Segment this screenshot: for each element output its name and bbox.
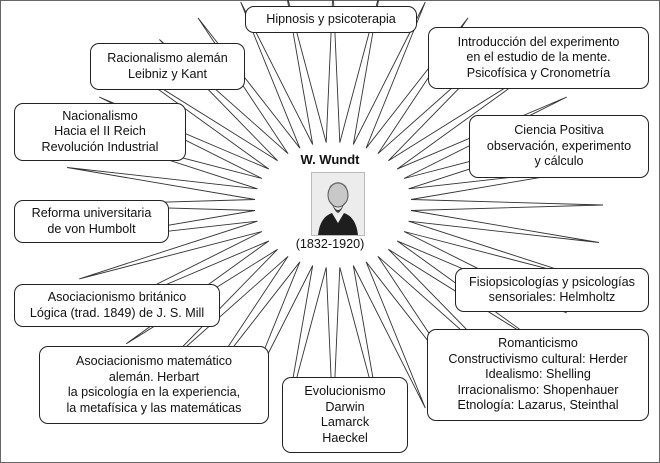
box-line: Idealismo: Shelling	[485, 367, 591, 382]
box-line: la psicología en la experiencia,	[67, 385, 241, 399]
center-title: W. Wundt	[300, 152, 360, 167]
box-asociacionismo-britanico	[14, 284, 220, 327]
box-evolucionismo	[282, 377, 408, 453]
box-line: Fisiopsicologías y psicologías	[469, 274, 635, 289]
center-years: (1832-1920)	[295, 237, 365, 251]
box-reforma	[14, 200, 169, 243]
box-asociacionismo-matematico	[39, 346, 269, 424]
box-line: Introducción del experimento	[457, 34, 620, 49]
box-line: Constructivismo cultural: Herder	[448, 351, 628, 366]
box-racionalismo	[90, 43, 245, 90]
box-line: Leibniz y Kant	[127, 66, 208, 81]
box-ciencia	[469, 115, 649, 178]
wundt-portrait	[311, 172, 365, 236]
box-line: la metafísica y las matemáticas	[66, 400, 242, 415]
box-nacionalismo	[14, 103, 186, 161]
box-line: Hacia el II Reich	[54, 124, 146, 139]
box-line: Asociacionismo matemático	[75, 354, 233, 368]
box-romanticismo	[427, 329, 649, 421]
box-line: Revolución Industrial	[41, 139, 159, 154]
box-line: Nacionalismo	[62, 108, 138, 123]
box-line: Ciencia Positiva	[514, 123, 604, 138]
box-line: Etnología: Lazarus, Steinthal	[457, 398, 619, 413]
box-line: y cálculo	[534, 154, 584, 169]
box-line: Evolucionismo	[304, 384, 386, 398]
box-line: Lógica (trad. 1849) de J. S. Mill	[29, 305, 205, 320]
box-line: Asociacionismo británico	[47, 290, 187, 304]
box-line: de von Humbolt	[47, 221, 136, 236]
box-line: alemán. Herbart	[108, 369, 200, 384]
box-line: Haeckel	[322, 430, 368, 445]
box-line: sensoriales: Helmholtz	[488, 290, 616, 304]
box-line: observación, experimento	[486, 138, 632, 153]
box-line: Irracionalismo: Shopenhauer	[457, 382, 619, 397]
box-line: Lamarck	[320, 415, 370, 429]
box-line: Hipnosis y psicoterapia	[266, 11, 396, 26]
box-line: Psicofísica y Cronometría	[466, 65, 611, 80]
box-line: Darwin	[325, 399, 365, 414]
box-line: Reforma universitaria	[31, 206, 152, 220]
box-line: en el estudio de la mente.	[466, 50, 611, 65]
box-line: Romanticismo	[498, 336, 578, 351]
box-hipnosis	[245, 6, 417, 33]
box-introduccion	[428, 27, 649, 89]
box-line: Racionalismo alemán	[107, 51, 228, 65]
box-fisiopsicologias	[455, 268, 649, 312]
